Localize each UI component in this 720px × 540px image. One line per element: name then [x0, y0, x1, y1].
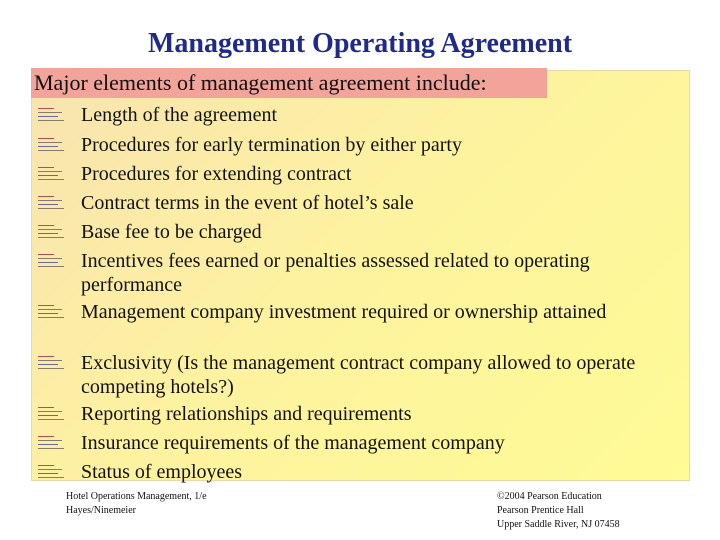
list-item: Procedures for early termination by either party — [81, 134, 462, 156]
footer-address: Upper Saddle River, NJ 07458 — [497, 519, 620, 530]
footer-right — [497, 490, 620, 532]
footer-book-title: Hotel Operations Management, 1/e — [66, 491, 207, 502]
footer-copyright: ©2004 Pearson Education — [497, 491, 602, 502]
bullet-icon — [38, 434, 66, 450]
list-item: Reporting relationships and requirements — [81, 403, 412, 425]
footer-publisher: Pearson Prentice Hall — [497, 505, 584, 516]
list-item: Insurance requirements of the management company — [81, 432, 505, 454]
bullet-icon — [38, 405, 66, 421]
bullet-icon — [38, 303, 66, 319]
list-item: Length of the agreement — [81, 104, 278, 126]
list-item: Status of employees — [81, 461, 243, 483]
list-item: Management company investment required or ownership attained — [81, 301, 607, 323]
bullet-icon — [38, 165, 66, 181]
bullet-icon — [38, 223, 66, 239]
bullet-icon — [38, 136, 66, 152]
bullet-icon — [38, 252, 66, 268]
list-item: Base fee to be charged — [81, 221, 262, 243]
bullet-icon — [38, 354, 66, 370]
slide-title: Management Operating Agreement — [147, 28, 573, 59]
list-item: Contract terms in the event of hotel’s sale — [81, 192, 414, 214]
bullet-icon — [38, 463, 66, 479]
list-item: Exclusivity (Is the management contract company allowed to operate competing hotels?) — [81, 352, 636, 398]
list-item: Procedures for extending contract — [81, 163, 352, 185]
list-item: Incentives fees earned or penalties assessed related to operating performance — [81, 250, 590, 296]
bullet-icon — [38, 194, 66, 210]
footer-left — [66, 490, 207, 518]
bullet-icon — [38, 106, 66, 122]
intro-label: Major elements of management agreement include: — [31, 68, 547, 98]
footer-authors: Hayes/Ninemeier — [66, 505, 136, 516]
